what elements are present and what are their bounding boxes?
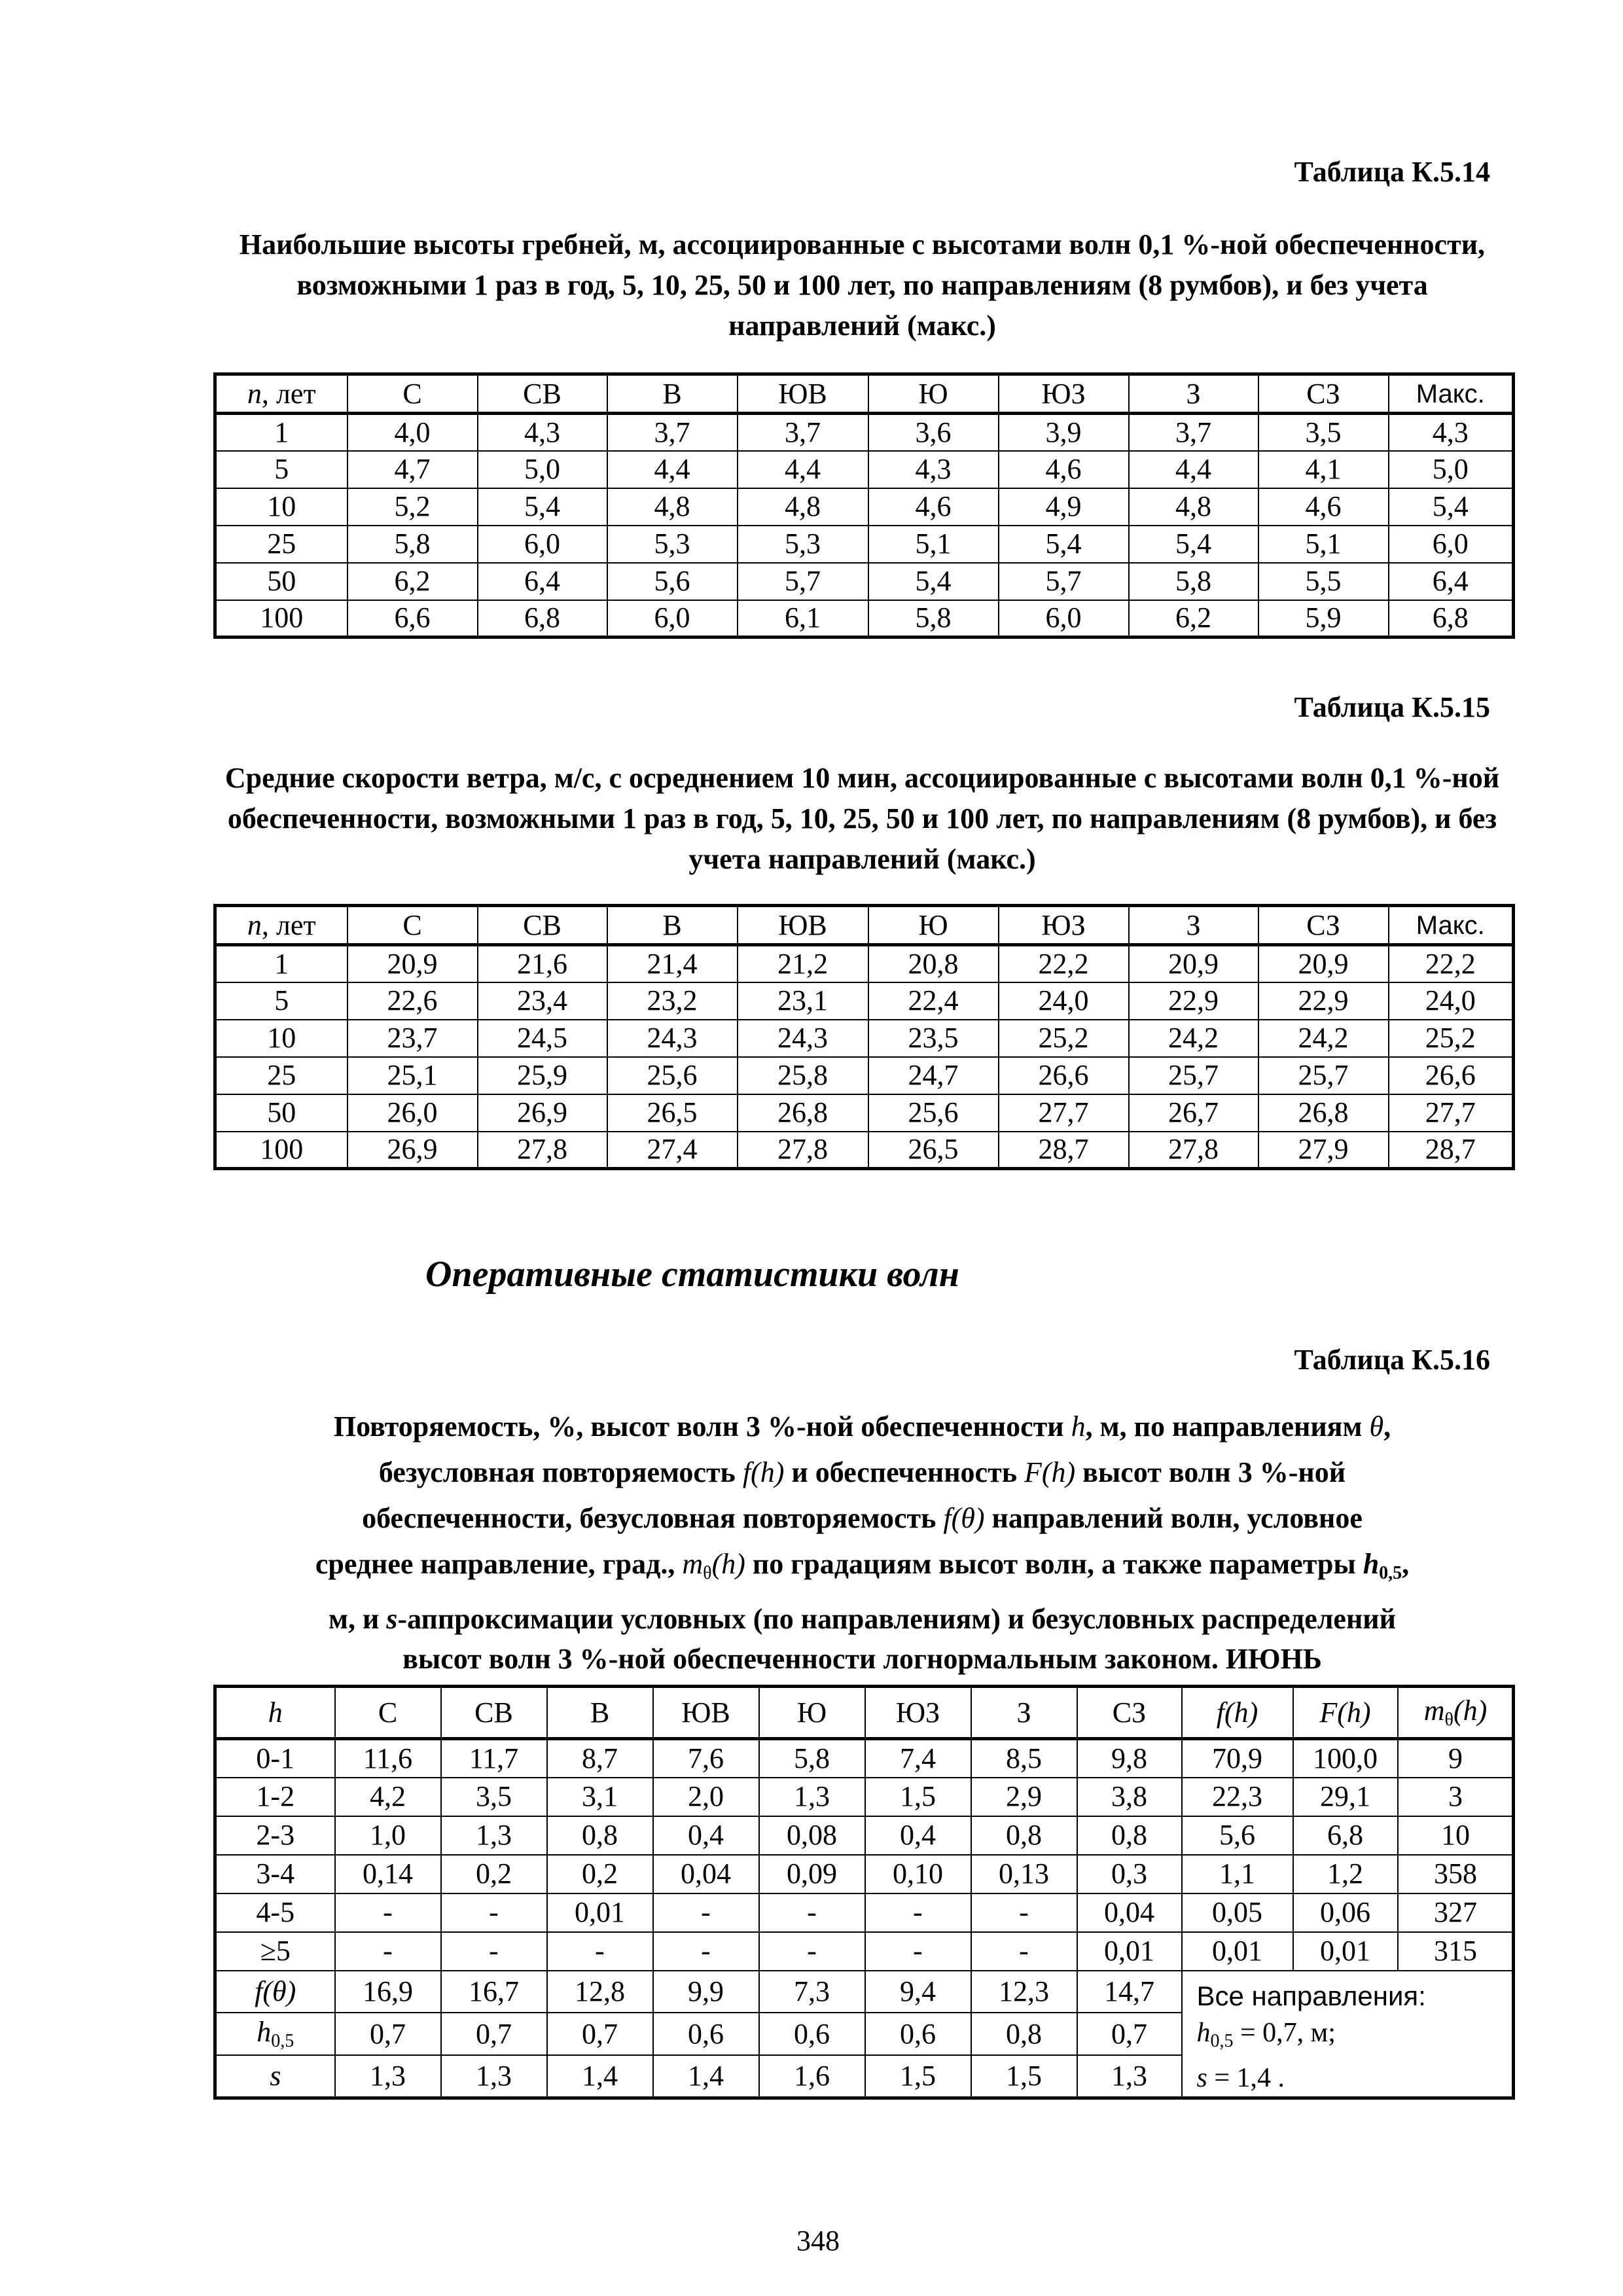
all-directions-summary bbox=[1182, 1971, 1514, 2098]
cell: 1,3 bbox=[441, 1816, 547, 1855]
cell: 26,9 bbox=[478, 1094, 607, 1132]
table-16 bbox=[213, 1685, 1515, 2100]
cell: 0,05 bbox=[1182, 1893, 1293, 1932]
cell: 22,4 bbox=[868, 982, 999, 1020]
header-dir-w: З bbox=[971, 1687, 1077, 1739]
cell: 4,9 bbox=[999, 488, 1129, 526]
cell: 11,7 bbox=[441, 1739, 547, 1778]
table-15 bbox=[213, 904, 1515, 1170]
cell: 4,4 bbox=[607, 451, 738, 488]
cell: 6,8 bbox=[1293, 1816, 1398, 1855]
cell: 21,6 bbox=[478, 945, 607, 982]
cell: 26,7 bbox=[1129, 1094, 1258, 1132]
cell: 0,04 bbox=[653, 1855, 759, 1893]
cell: 24,0 bbox=[999, 982, 1129, 1020]
header-Fh: F(h) bbox=[1293, 1687, 1398, 1739]
cell: 3,7 bbox=[607, 414, 738, 451]
cell: 26,6 bbox=[1389, 1057, 1514, 1094]
cell: 3,6 bbox=[868, 414, 999, 451]
cell: 25,2 bbox=[999, 1020, 1129, 1057]
cell: - bbox=[441, 1893, 547, 1932]
cell: 7,6 bbox=[653, 1739, 759, 1778]
cell: 6,0 bbox=[478, 526, 607, 563]
row-label: 1-2 bbox=[215, 1778, 335, 1816]
cell: 4,6 bbox=[999, 451, 1129, 488]
cell: 3,9 bbox=[999, 414, 1129, 451]
cell: 9 bbox=[1398, 1739, 1514, 1778]
cell: 12,8 bbox=[547, 1971, 653, 2013]
cell: 0,6 bbox=[653, 2013, 759, 2055]
header-dir-ne: СВ bbox=[478, 906, 607, 945]
cell: 22,6 bbox=[348, 982, 478, 1020]
cell: 5,4 bbox=[1389, 488, 1514, 526]
cell: 26,8 bbox=[1258, 1094, 1389, 1132]
header-dir-e: В bbox=[607, 906, 738, 945]
table-14-label: Таблица К.5.14 bbox=[1294, 156, 1490, 188]
cell: 0,01 bbox=[547, 1893, 653, 1932]
cell: 6,0 bbox=[999, 600, 1129, 637]
section-title: Оперативные статистики волн bbox=[425, 1254, 959, 1295]
cell: 358 bbox=[1398, 1855, 1514, 1893]
cell: 21,2 bbox=[738, 945, 868, 982]
cell: - bbox=[759, 1932, 865, 1971]
cell: 16,7 bbox=[441, 1971, 547, 2013]
header-dir-s: Ю bbox=[868, 906, 999, 945]
cell: 70,9 bbox=[1182, 1739, 1293, 1778]
cell: 0,04 bbox=[1077, 1893, 1182, 1932]
cell: 3,7 bbox=[738, 414, 868, 451]
cell: 1,5 bbox=[865, 1778, 971, 1816]
cell: 7,4 bbox=[865, 1739, 971, 1778]
page-number: 348 bbox=[796, 2225, 840, 2257]
cell: 7,3 bbox=[759, 1971, 865, 2013]
cell: 0,7 bbox=[547, 2013, 653, 2055]
row-label-f-theta: f(θ) bbox=[215, 1971, 335, 2013]
cell: 26,9 bbox=[348, 1132, 478, 1169]
cell: 4,4 bbox=[738, 451, 868, 488]
caption-line-5: м, и s-аппроксимации условных (по направлениям) и безусловных распределений bbox=[328, 1603, 1397, 1635]
cell: 1,5 bbox=[865, 2055, 971, 2098]
table-row bbox=[215, 1932, 1514, 1971]
cell: 24,0 bbox=[1389, 982, 1514, 1020]
cell: 3,5 bbox=[441, 1778, 547, 1816]
cell: 22,2 bbox=[1389, 945, 1514, 982]
cell: 6,8 bbox=[478, 600, 607, 637]
row-label-h05: $h_{0,5}$ bbox=[215, 2013, 335, 2055]
cell: 5,7 bbox=[738, 563, 868, 600]
cell: 22,9 bbox=[1129, 982, 1258, 1020]
cell: 24,2 bbox=[1129, 1020, 1258, 1057]
cell: 23,1 bbox=[738, 982, 868, 1020]
cell: 5,4 bbox=[868, 563, 999, 600]
row-label: 3-4 bbox=[215, 1855, 335, 1893]
cell: 4,3 bbox=[478, 414, 607, 451]
header-m-theta: $m_\theta(h)$ bbox=[1398, 1687, 1514, 1739]
cell: 20,9 bbox=[1129, 945, 1258, 982]
table-15-caption: Средние скорости ветра, м/с, с осреднением 10 мин, ассоциированные с высотами волн 0,1 %-ной обеспеченности, возможными 1 раз в год, 5, 10, 25, 50 и 100 лет, по направлениям (8 румбов), и без учета направлений (макс.) bbox=[224, 762, 1500, 875]
header-dir-e: В bbox=[547, 1687, 653, 1739]
cell: - bbox=[653, 1932, 759, 1971]
cell: 26,5 bbox=[868, 1132, 999, 1169]
cell: 0,08 bbox=[759, 1816, 865, 1855]
cell: 5,3 bbox=[607, 526, 738, 563]
cell: 5,6 bbox=[607, 563, 738, 600]
cell: 1,4 bbox=[653, 2055, 759, 2098]
header-dir-se: ЮВ bbox=[738, 906, 868, 945]
table-16-header-row bbox=[215, 1687, 1514, 1739]
header-n-years: n, лет bbox=[215, 906, 348, 945]
cell: 28,7 bbox=[999, 1132, 1129, 1169]
cell: 27,9 bbox=[1258, 1132, 1389, 1169]
cell: 26,6 bbox=[999, 1057, 1129, 1094]
table-row bbox=[215, 526, 1514, 563]
header-n-years: n, лет bbox=[215, 374, 348, 414]
cell: 4,8 bbox=[607, 488, 738, 526]
caption-line-2: безусловная повторяемость f(h) и обеспеченность F(h) высот волн 3 %-ной bbox=[378, 1456, 1346, 1488]
cell: 16,9 bbox=[335, 1971, 441, 2013]
row-label: 10 bbox=[215, 1020, 348, 1057]
cell: 4,3 bbox=[1389, 414, 1514, 451]
cell: 5,3 bbox=[738, 526, 868, 563]
cell: 4,8 bbox=[1129, 488, 1258, 526]
cell: 6,4 bbox=[1389, 563, 1514, 600]
header-dir-w: З bbox=[1129, 906, 1258, 945]
cell: 4,4 bbox=[1129, 451, 1258, 488]
table-16-body bbox=[215, 1739, 1514, 1971]
cell: 25,6 bbox=[607, 1057, 738, 1094]
cell: - bbox=[653, 1893, 759, 1932]
all-directions-s: s = 1,4 . bbox=[1196, 2062, 1285, 2093]
cell: 8,5 bbox=[971, 1739, 1077, 1778]
row-label: 4-5 bbox=[215, 1893, 335, 1932]
cell: 6,2 bbox=[1129, 600, 1258, 637]
row-label: 5 bbox=[215, 982, 348, 1020]
table-16-label: Таблица К.5.16 bbox=[1294, 1344, 1490, 1376]
table-row bbox=[215, 1816, 1514, 1855]
header-dir-se: ЮВ bbox=[653, 1687, 759, 1739]
cell: 4,7 bbox=[348, 451, 478, 488]
cell: - bbox=[865, 1932, 971, 1971]
cell: 27,8 bbox=[1129, 1132, 1258, 1169]
table-row bbox=[215, 1855, 1514, 1893]
cell: 5,1 bbox=[1258, 526, 1389, 563]
cell: 5,9 bbox=[1258, 600, 1389, 637]
cell: 0,09 bbox=[759, 1855, 865, 1893]
cell: - bbox=[971, 1893, 1077, 1932]
caption-line-4: среднее направление, град., $m_\theta(h)$ по градациям высот волн, а также параметры $h_{0,5}$, bbox=[315, 1548, 1410, 1583]
row-label: 25 bbox=[215, 1057, 348, 1094]
cell: 0,10 bbox=[865, 1855, 971, 1893]
row-label: 1 bbox=[215, 945, 348, 982]
header-dir-sw: ЮЗ bbox=[999, 906, 1129, 945]
cell: 1,2 bbox=[1293, 1855, 1398, 1893]
cell: 11,6 bbox=[335, 1739, 441, 1778]
cell: 0,01 bbox=[1182, 1932, 1293, 1971]
cell: 5,4 bbox=[478, 488, 607, 526]
cell: 4,8 bbox=[738, 488, 868, 526]
cell: 3,8 bbox=[1077, 1778, 1182, 1816]
header-dir-ne: СВ bbox=[441, 1687, 547, 1739]
cell: - bbox=[441, 1932, 547, 1971]
cell: 1,3 bbox=[1077, 2055, 1182, 2098]
cell: 20,9 bbox=[1258, 945, 1389, 982]
cell: 24,3 bbox=[738, 1020, 868, 1057]
cell: 0,8 bbox=[547, 1816, 653, 1855]
header-dir-nw: СЗ bbox=[1077, 1687, 1182, 1739]
cell: 5,8 bbox=[348, 526, 478, 563]
cell: - bbox=[759, 1893, 865, 1932]
table-14 bbox=[213, 372, 1515, 639]
cell: 1,3 bbox=[759, 1778, 865, 1816]
cell: 4,6 bbox=[868, 488, 999, 526]
header-dir-nw: СЗ bbox=[1258, 906, 1389, 945]
cell: 27,4 bbox=[607, 1132, 738, 1169]
header-dir-n: С bbox=[335, 1687, 441, 1739]
cell: 0,8 bbox=[971, 1816, 1077, 1855]
cell: 0,7 bbox=[441, 2013, 547, 2055]
all-directions-title: Все направления: bbox=[1196, 1980, 1426, 2011]
table-row bbox=[215, 1778, 1514, 1816]
cell: 6,0 bbox=[607, 600, 738, 637]
cell: 5,2 bbox=[348, 488, 478, 526]
cell: 6,8 bbox=[1389, 600, 1514, 637]
cell: 1,4 bbox=[547, 2055, 653, 2098]
header-dir-e: В bbox=[607, 374, 738, 414]
row-label: 50 bbox=[215, 563, 348, 600]
cell: 9,8 bbox=[1077, 1739, 1182, 1778]
cell: 6,6 bbox=[348, 600, 478, 637]
cell: 1,3 bbox=[441, 2055, 547, 2098]
cell: 0,6 bbox=[759, 2013, 865, 2055]
cell: 25,7 bbox=[1258, 1057, 1389, 1094]
all-directions-h05: $h_{0,5} = 0,7$, м; bbox=[1196, 2017, 1336, 2051]
cell: 327 bbox=[1398, 1893, 1514, 1932]
table-14-header-row bbox=[215, 374, 1514, 414]
row-label: 25 bbox=[215, 526, 348, 563]
cell: 9,4 bbox=[865, 1971, 971, 2013]
cell: - bbox=[335, 1932, 441, 1971]
cell: 22,3 bbox=[1182, 1778, 1293, 1816]
cell: 1,6 bbox=[759, 2055, 865, 2098]
table-16-caption bbox=[216, 1404, 1508, 1676]
table-row bbox=[215, 600, 1514, 637]
cell: 4,3 bbox=[868, 451, 999, 488]
cell: 27,7 bbox=[999, 1094, 1129, 1132]
cell: 1,0 bbox=[335, 1816, 441, 1855]
cell: 0,14 bbox=[335, 1855, 441, 1893]
cell: 0,8 bbox=[1077, 1816, 1182, 1855]
table-row bbox=[215, 1094, 1514, 1132]
cell: 26,8 bbox=[738, 1094, 868, 1132]
cell: 0,6 bbox=[865, 2013, 971, 2055]
row-label: 5 bbox=[215, 451, 348, 488]
cell: 5,6 bbox=[1182, 1816, 1293, 1855]
row-label: ≥5 bbox=[215, 1932, 335, 1971]
cell: 6,4 bbox=[478, 563, 607, 600]
cell: 27,7 bbox=[1389, 1094, 1514, 1132]
cell: 0,7 bbox=[335, 2013, 441, 2055]
cell: 22,9 bbox=[1258, 982, 1389, 1020]
table-row bbox=[215, 488, 1514, 526]
cell: 25,1 bbox=[348, 1057, 478, 1094]
cell: 14,7 bbox=[1077, 1971, 1182, 2013]
cell: 24,5 bbox=[478, 1020, 607, 1057]
table-row bbox=[215, 414, 1514, 451]
table-row bbox=[215, 1132, 1514, 1169]
cell: 24,2 bbox=[1258, 1020, 1389, 1057]
cell: 5,4 bbox=[1129, 526, 1258, 563]
cell: 10 bbox=[1398, 1816, 1514, 1855]
cell: 20,8 bbox=[868, 945, 999, 982]
table-row bbox=[215, 1020, 1514, 1057]
table-15-header-row bbox=[215, 906, 1514, 945]
cell: 24,7 bbox=[868, 1057, 999, 1094]
cell: 26,5 bbox=[607, 1094, 738, 1132]
cell: 24,3 bbox=[607, 1020, 738, 1057]
cell: 0,8 bbox=[971, 2013, 1077, 2055]
cell: - bbox=[971, 1932, 1077, 1971]
table-row bbox=[215, 1057, 1514, 1094]
cell: - bbox=[335, 1893, 441, 1932]
cell: 1,3 bbox=[335, 2055, 441, 2098]
cell: 29,1 bbox=[1293, 1778, 1398, 1816]
cell: 2,0 bbox=[653, 1778, 759, 1816]
cell: 3,5 bbox=[1258, 414, 1389, 451]
cell: 5,4 bbox=[999, 526, 1129, 563]
cell: 27,8 bbox=[478, 1132, 607, 1169]
cell: 5,7 bbox=[999, 563, 1129, 600]
header-fh: f(h) bbox=[1182, 1687, 1293, 1739]
row-label: 50 bbox=[215, 1094, 348, 1132]
cell: 20,9 bbox=[348, 945, 478, 982]
cell: 100,0 bbox=[1293, 1739, 1398, 1778]
cell: - bbox=[547, 1932, 653, 1971]
cell: 0,3 bbox=[1077, 1855, 1182, 1893]
cell: 23,2 bbox=[607, 982, 738, 1020]
cell: 0,4 bbox=[865, 1816, 971, 1855]
table-row bbox=[215, 563, 1514, 600]
row-label: 10 bbox=[215, 488, 348, 526]
cell: 12,3 bbox=[971, 1971, 1077, 2013]
cell: 0,01 bbox=[1293, 1932, 1398, 1971]
cell: 26,0 bbox=[348, 1094, 478, 1132]
cell: 23,7 bbox=[348, 1020, 478, 1057]
cell: 25,7 bbox=[1129, 1057, 1258, 1094]
caption-line-3: обеспеченности, безусловная повторяемость f(θ) направлений волн, условное bbox=[362, 1502, 1363, 1534]
cell: 27,8 bbox=[738, 1132, 868, 1169]
row-label: 1 bbox=[215, 414, 348, 451]
cell: 5,0 bbox=[1389, 451, 1514, 488]
header-dir-n: С bbox=[348, 374, 478, 414]
cell: 21,4 bbox=[607, 945, 738, 982]
header-dir-w: З bbox=[1129, 374, 1258, 414]
table-row bbox=[215, 982, 1514, 1020]
row-label: 100 bbox=[215, 600, 348, 637]
table-15-label: Таблица К.5.15 bbox=[1294, 691, 1490, 723]
cell: 4,6 bbox=[1258, 488, 1389, 526]
cell: 25,6 bbox=[868, 1094, 999, 1132]
cell: 3,1 bbox=[547, 1778, 653, 1816]
cell: 5,5 bbox=[1258, 563, 1389, 600]
cell: 3 bbox=[1398, 1778, 1514, 1816]
row-label: 0-1 bbox=[215, 1739, 335, 1778]
header-dir-s: Ю bbox=[868, 374, 999, 414]
row-label: 100 bbox=[215, 1132, 348, 1169]
cell: 4,2 bbox=[335, 1778, 441, 1816]
cell: 6,1 bbox=[738, 600, 868, 637]
table-row bbox=[215, 1893, 1514, 1932]
cell: 4,0 bbox=[348, 414, 478, 451]
header-h: h bbox=[215, 1687, 335, 1739]
cell: - bbox=[865, 1893, 971, 1932]
cell: 5,0 bbox=[478, 451, 607, 488]
cell: 8,7 bbox=[547, 1739, 653, 1778]
cell: 22,2 bbox=[999, 945, 1129, 982]
cell: 0,13 bbox=[971, 1855, 1077, 1893]
caption-line-1: Повторяемость, %, высот волн 3 %-ной обеспеченности h, м, по направлениям θ, bbox=[333, 1410, 1391, 1443]
cell: 0,2 bbox=[441, 1855, 547, 1893]
header-dir-s: Ю bbox=[759, 1687, 865, 1739]
row-f-theta bbox=[215, 1971, 1514, 2013]
header-dir-ne: СВ bbox=[478, 374, 607, 414]
header-dir-nw: СЗ bbox=[1258, 374, 1389, 414]
cell: 23,5 bbox=[868, 1020, 999, 1057]
cell: 9,9 bbox=[653, 1971, 759, 2013]
cell: 0,4 bbox=[653, 1816, 759, 1855]
cell: 0,2 bbox=[547, 1855, 653, 1893]
cell: 23,4 bbox=[478, 982, 607, 1020]
table-row bbox=[215, 451, 1514, 488]
cell: 6,2 bbox=[348, 563, 478, 600]
cell: 25,8 bbox=[738, 1057, 868, 1094]
table-row bbox=[215, 1739, 1514, 1778]
header-max: Макс. bbox=[1389, 374, 1514, 414]
cell: 25,9 bbox=[478, 1057, 607, 1094]
header-dir-se: ЮВ bbox=[738, 374, 868, 414]
cell: 5,1 bbox=[868, 526, 999, 563]
cell: 0,01 bbox=[1077, 1932, 1182, 1971]
cell: 5,8 bbox=[868, 600, 999, 637]
row-label-s: s bbox=[215, 2055, 335, 2098]
cell: 1,1 bbox=[1182, 1855, 1293, 1893]
table-14-caption: Наибольшие высоты гребней, м, ассоциированные с высотами волн 0,1 %-ной обеспеченности, возможными 1 раз в год, 5, 10, 25, 50 и 100 лет, по направлениям (8 румбов), и без учета направлений (макс.) bbox=[239, 228, 1486, 342]
cell: 1,5 bbox=[971, 2055, 1077, 2098]
cell: 3,7 bbox=[1129, 414, 1258, 451]
cell: 28,7 bbox=[1389, 1132, 1514, 1169]
cell: 2,9 bbox=[971, 1778, 1077, 1816]
header-dir-sw: ЮЗ bbox=[999, 374, 1129, 414]
table-row bbox=[215, 945, 1514, 982]
cell: 6,0 bbox=[1389, 526, 1514, 563]
caption-line-6: высот волн 3 %-ной обеспеченности логнормальным законом. ИЮНЬ bbox=[402, 1643, 1322, 1675]
header-dir-sw: ЮЗ bbox=[865, 1687, 971, 1739]
cell: 0,7 bbox=[1077, 2013, 1182, 2055]
cell: 4,1 bbox=[1258, 451, 1389, 488]
cell: 5,8 bbox=[759, 1739, 865, 1778]
cell: 25,2 bbox=[1389, 1020, 1514, 1057]
row-label: 2-3 bbox=[215, 1816, 335, 1855]
cell: 5,8 bbox=[1129, 563, 1258, 600]
cell: 315 bbox=[1398, 1932, 1514, 1971]
header-max: Макс. bbox=[1389, 906, 1514, 945]
cell: 0,06 bbox=[1293, 1893, 1398, 1932]
header-dir-n: С bbox=[348, 906, 478, 945]
